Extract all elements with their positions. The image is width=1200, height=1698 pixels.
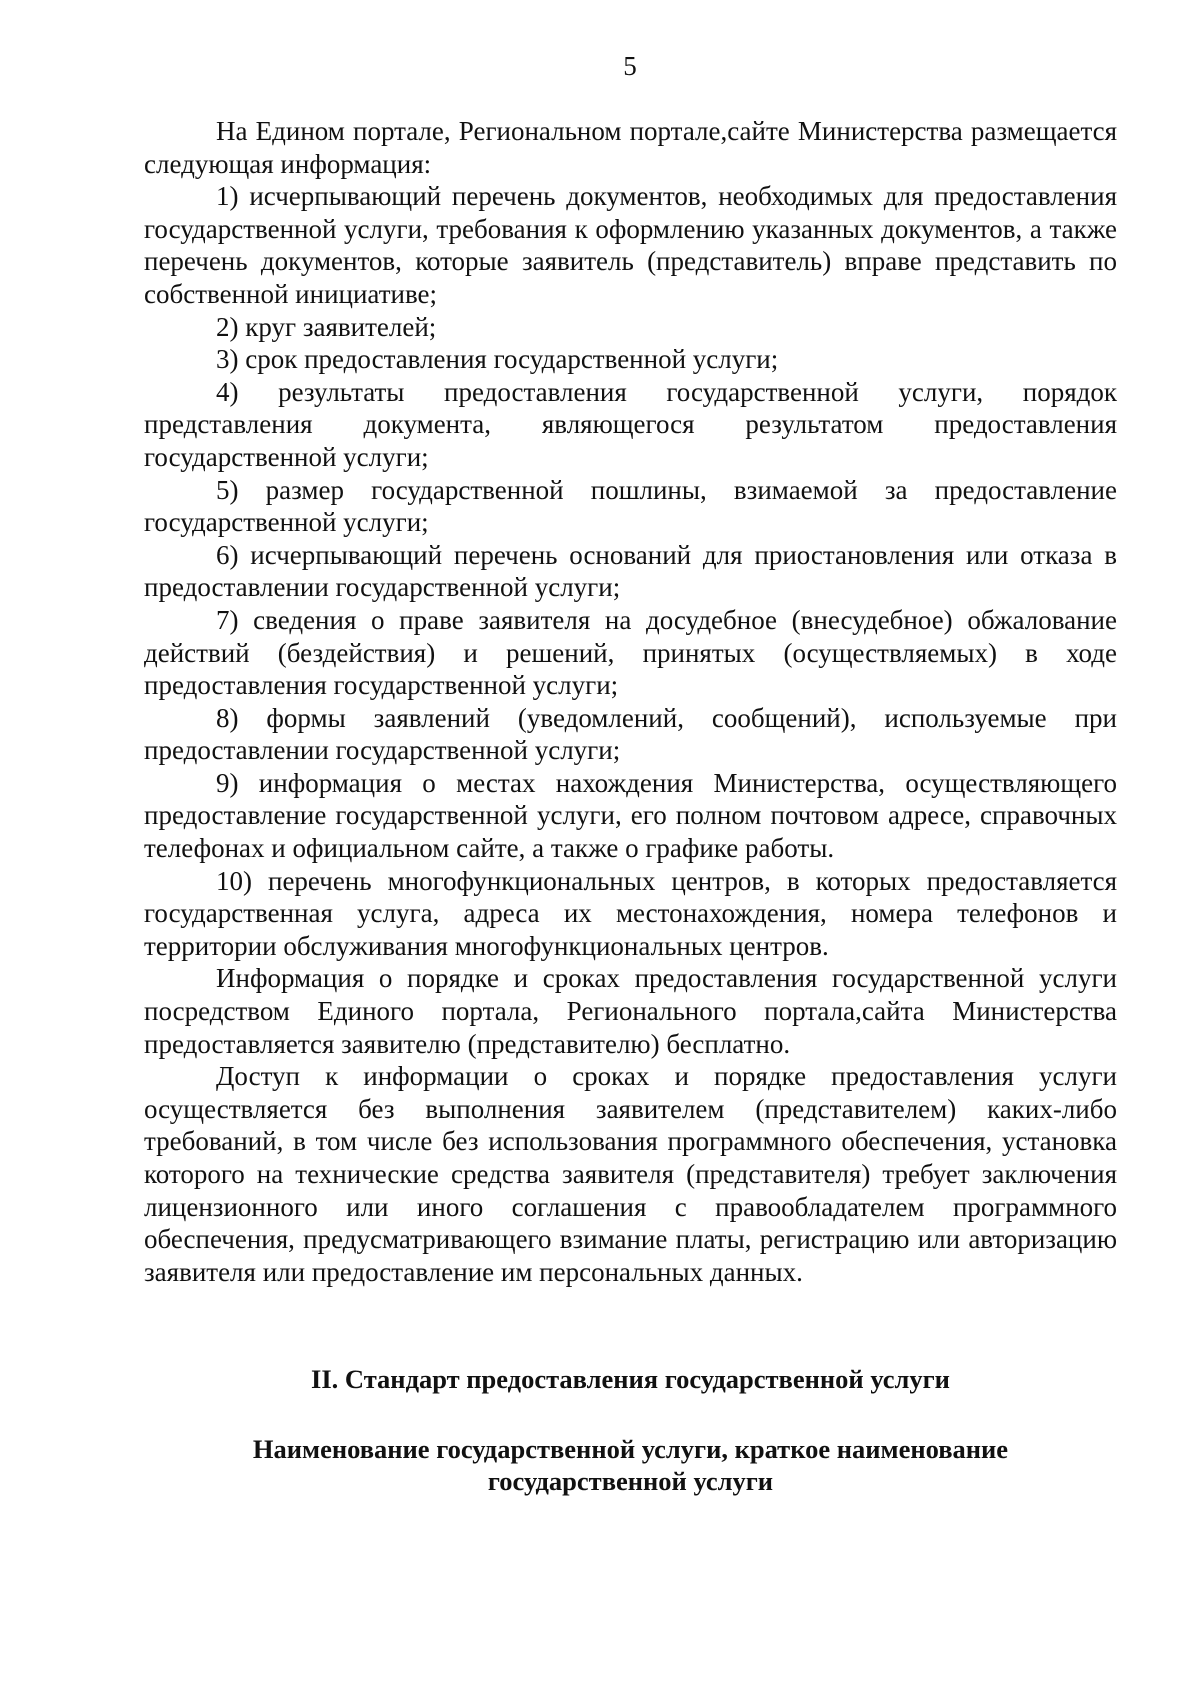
page-number: 5 [623,51,637,81]
paragraph-free-info: Информация о порядке и сроках предоставления государственной услуги посредством Единого портала, Регионального портала,сайта Министерства предоставляется заявителю (представителю) бесплатно. [144,963,1117,1059]
list-item-5: 5) размер государственной пошлины, взимаемой за предоставление государственной услуги; [144,474,1117,538]
paragraph-intro: На Едином портале, Региональном портале,сайте Министерства размещается следующая информация: [144,116,1117,179]
section-heading: II. Стандарт предоставления государственной услуги [311,1364,950,1395]
list-item-2: 2) круг заявителей; [216,311,437,342]
document-body [144,115,1117,1497]
list-item-6: 6) исчерпывающий перечень оснований для приостановления или отказа в предоставлении государственной услуги; [144,539,1117,603]
paragraph-access: Доступ к информации о сроках и порядке предоставления услуги осуществляется без выполнения заявителем (представителем) каких-либо требований, в том числе без использования программного обеспечения, установка которого на технические средства заявителя (представителя) требует заключения лицензионного или иного соглашения с правообладателем программного обеспечения, предусматривающего взимание платы, регистрацию или авторизацию заявителя или предоставление им персональных данных. [144,1061,1117,1287]
list-item-4: 4) результаты предоставления государственной услуги, порядок представления документа, являющегося результатом предоставления государственной услуги; [144,376,1117,472]
list-item-8: 8) формы заявлений (уведомлений, сообщений), используемые при предоставлении государственной услуги; [144,702,1117,766]
list-item-3: 3) срок предоставления государственной услуги; [216,344,779,375]
list-item-9: 9) информация о местах нахождения Министерства, осуществляющего предоставление государственной услуги, его полном почтовом адресе, справочных телефонах и официальном сайте, а также о графике работы. [144,767,1117,864]
subsection-heading: Наименование государственной услуги, краткое наименование государственной услуги [252,1434,1009,1497]
list-item-1: 1) исчерпывающий перечень документов, необходимых для предоставления государственной услуги, требования к оформлению указанных документов, а также перечень документов, которые заявитель (представитель) вправе представить по собственной инициативе; [144,181,1117,309]
list-item-7: 7) сведения о праве заявителя на досудебное (внесудебное) обжалование действий (бездействия) и решений, принятых (осуществляемых) в ходе предоставления государственной услуги; [144,604,1117,701]
list-item-10: 10) перечень многофункциональных центров, в которых предоставляется государственная услуга, адреса их местонахождения, номера телефонов и территории обслуживания многофункциональных центров. [144,865,1117,961]
